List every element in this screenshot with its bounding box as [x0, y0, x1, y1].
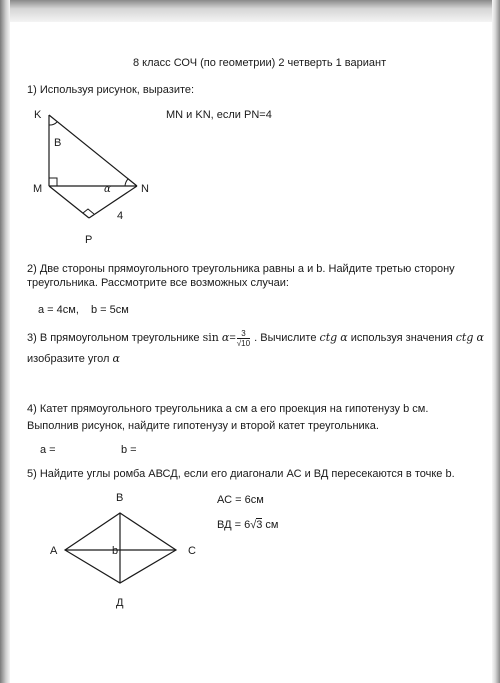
- task3-line1: [27, 327, 484, 349]
- task4-b-label: b =: [121, 444, 137, 456]
- center-label: b: [112, 545, 119, 557]
- angle-arc-n: [125, 179, 128, 186]
- task3-alpha-symbol: α: [221, 331, 230, 344]
- task3-ctg-1: ctg: [319, 331, 338, 344]
- task3-part4: изобразите угол: [27, 353, 110, 365]
- vertex-label-n: N: [141, 183, 149, 195]
- right-angle-mark-m: [49, 178, 57, 186]
- angle-label-beta: B: [54, 137, 62, 149]
- vertex-label-a: A: [50, 545, 58, 557]
- photo-frame-top: [0, 0, 500, 22]
- right-triangle-figure: [30, 108, 190, 248]
- segment-mp: [49, 186, 89, 218]
- angle-arc-k: [49, 122, 57, 125]
- task3-fraction-numerator: 3: [237, 329, 250, 339]
- task3-fraction: [237, 329, 250, 348]
- vertex-label-m: M: [33, 183, 43, 195]
- task3-alpha-1: α: [340, 331, 348, 344]
- task5-ac: АС = 6см: [217, 494, 264, 506]
- task3-part1: 3) В прямоугольном треугольнике: [27, 332, 200, 344]
- task4-a-label: a =: [40, 444, 56, 456]
- task3-fraction-denominator: √10: [236, 338, 251, 348]
- task2-text: 2) Две стороны прямоугольного треугольника равны a и b. Найдите третью сторону треугольника. Рассмотрите все возможных случаи:: [27, 263, 455, 289]
- vertex-label-p: P: [85, 234, 93, 246]
- vertex-label-b: B: [116, 492, 124, 504]
- vertex-label-d: Д: [116, 597, 124, 609]
- task1-question: MN и KN, если PN=4: [166, 109, 272, 121]
- task3-ctg-2: ctg: [455, 331, 474, 344]
- angle-label-alpha: α: [104, 184, 111, 195]
- task5-text: 5) Найдите углы ромба АВСД, если его диагонали АС и ВД пересекаются в точке b.: [27, 468, 455, 480]
- task4-line2: Выполнив рисунок, найдите гипотенузу и второй катет треугольника.: [27, 420, 379, 432]
- photo-frame-right: [492, 0, 500, 683]
- photo-frame-left: [0, 0, 10, 683]
- task4-line1: 4) Катет прямоугольного треугольника a см а его проекция на гипотенузу b см.: [27, 403, 429, 415]
- task5-bd-root: 3: [256, 519, 263, 531]
- vertex-label-k: K: [34, 109, 42, 121]
- segment-pn: [89, 186, 137, 218]
- task3-alpha-3: α: [112, 352, 120, 365]
- task2-value-b: b = 5см: [91, 304, 129, 316]
- task3-sin: sin: [202, 331, 219, 344]
- segment-kn: [49, 115, 137, 186]
- task1-prompt: 1) Используя рисунок, выразите:: [27, 84, 195, 96]
- side-label-pn: 4: [117, 210, 124, 222]
- vertex-label-c: C: [188, 545, 196, 557]
- task5-bd-prefix: ВД = 6: [217, 519, 251, 531]
- task3-part2: . Вычислите: [254, 332, 317, 344]
- task5-bd: [217, 518, 279, 532]
- rhombus-figure: [40, 488, 210, 618]
- task3-part3: используя значения: [350, 332, 453, 344]
- document-title: 8 класс СОЧ (по геометрии) 2 четверть 1 вариант: [133, 57, 387, 69]
- task3-equals: =: [229, 332, 236, 344]
- right-angle-mark-p: [83, 209, 94, 214]
- task5-bd-suffix: см: [262, 519, 279, 531]
- sqrt-sign: √: [250, 519, 257, 531]
- task3-line2: [27, 352, 120, 366]
- task3-alpha-2: α: [476, 331, 484, 344]
- task2-value-a: a = 4см,: [38, 304, 79, 316]
